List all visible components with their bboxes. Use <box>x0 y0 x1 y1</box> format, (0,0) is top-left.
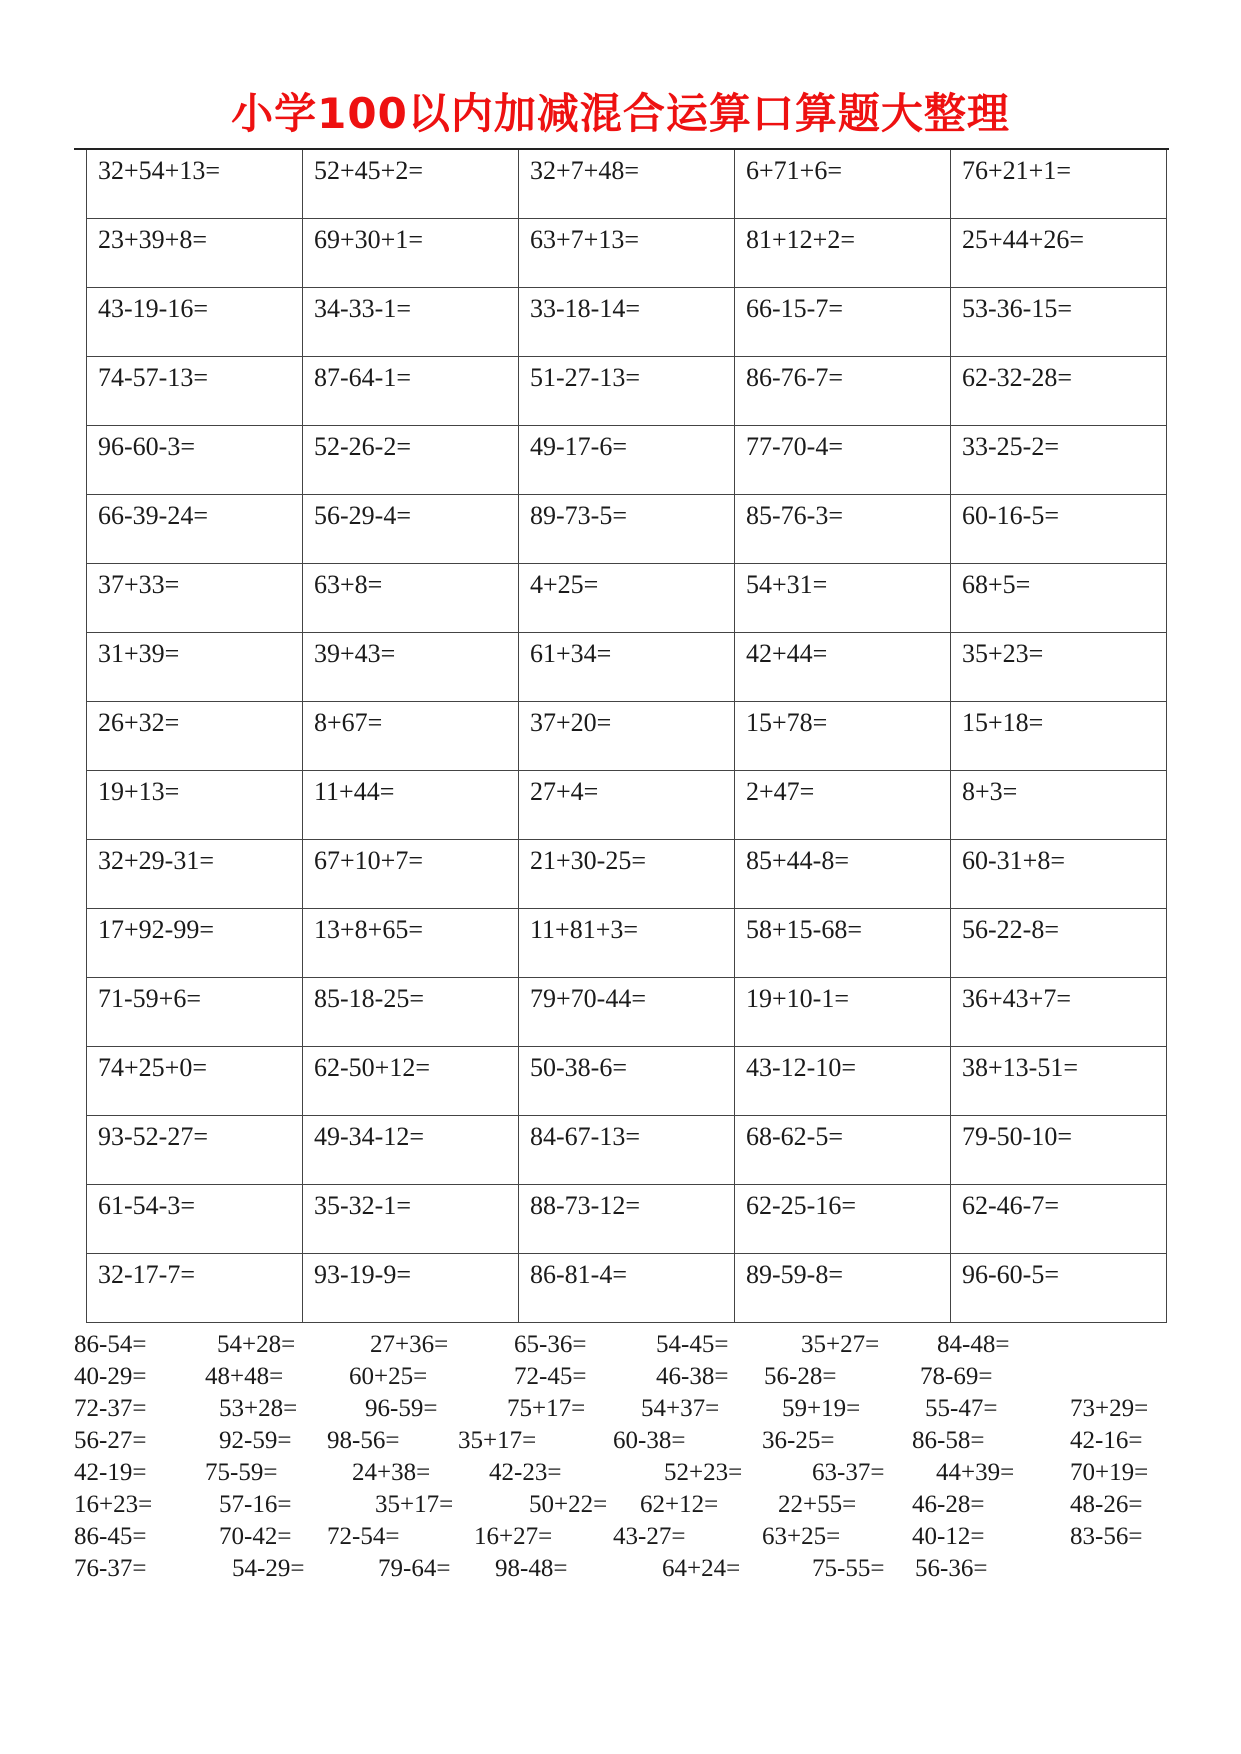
table-row <box>87 1185 1167 1254</box>
list-row <box>74 1394 1164 1426</box>
problem-cell: 79+70-44= <box>519 978 735 1047</box>
problem-cell: 66-15-7= <box>735 288 951 357</box>
problem-cell: 96-60-3= <box>87 426 303 495</box>
list-item: 57-16= <box>219 1491 292 1518</box>
problem-cell: 61-54-3= <box>87 1185 303 1254</box>
problem-cell: 62-46-7= <box>951 1185 1167 1254</box>
problem-cell: 37+33= <box>87 564 303 633</box>
problem-cell: 52+45+2= <box>303 150 519 219</box>
page-title: 小学100以内加减混合运算口算题大整理 <box>231 89 1010 138</box>
problem-cell: 56-29-4= <box>303 495 519 564</box>
table-row <box>87 564 1167 633</box>
table-row <box>87 288 1167 357</box>
problem-cell: 89-73-5= <box>519 495 735 564</box>
problem-cell: 32-17-7= <box>87 1254 303 1323</box>
problem-cell: 23+39+8= <box>87 219 303 288</box>
problem-cell: 21+30-25= <box>519 840 735 909</box>
table-row <box>87 840 1167 909</box>
list-item: 52+23= <box>664 1459 743 1486</box>
problem-cell: 34-33-1= <box>303 288 519 357</box>
table-row <box>87 1116 1167 1185</box>
problem-cell: 32+54+13= <box>87 150 303 219</box>
list-item: 54-29= <box>232 1555 305 1582</box>
list-item: 84-48= <box>937 1331 1010 1358</box>
list-item: 83-56= <box>1070 1523 1143 1550</box>
problem-cell: 50-38-6= <box>519 1047 735 1116</box>
problem-cell: 86-81-4= <box>519 1254 735 1323</box>
list-item: 60+25= <box>349 1363 428 1390</box>
problem-cell: 6+71+6= <box>735 150 951 219</box>
list-item: 96-59= <box>365 1395 438 1422</box>
list-item: 54+37= <box>641 1395 720 1422</box>
list-item: 79-64= <box>378 1555 451 1582</box>
problem-cell: 93-19-9= <box>303 1254 519 1323</box>
list-item: 43-27= <box>613 1523 686 1550</box>
list-row <box>74 1426 1164 1458</box>
problem-cell: 63+8= <box>303 564 519 633</box>
list-item: 46-38= <box>656 1363 729 1390</box>
problem-table <box>86 150 1167 1323</box>
list-item: 75-59= <box>205 1459 278 1486</box>
problem-cell: 62-25-16= <box>735 1185 951 1254</box>
problem-cell: 71-59+6= <box>87 978 303 1047</box>
problem-cell: 25+44+26= <box>951 219 1167 288</box>
list-item: 42-23= <box>489 1459 562 1486</box>
problem-cell: 49-34-12= <box>303 1116 519 1185</box>
list-item: 75-55= <box>812 1555 885 1582</box>
problem-cell: 81+12+2= <box>735 219 951 288</box>
list-item: 72-45= <box>514 1363 587 1390</box>
table-row <box>87 357 1167 426</box>
list-item: 86-45= <box>74 1523 147 1550</box>
list-item: 27+36= <box>370 1331 449 1358</box>
problem-cell: 31+39= <box>87 633 303 702</box>
problem-cell: 19+13= <box>87 771 303 840</box>
list-item: 24+38= <box>352 1459 431 1486</box>
list-item: 54-45= <box>656 1331 729 1358</box>
problem-cell: 62-50+12= <box>303 1047 519 1116</box>
list-item: 60-38= <box>613 1427 686 1454</box>
problem-cell: 43-19-16= <box>87 288 303 357</box>
list-item: 64+24= <box>662 1555 741 1582</box>
problem-cell: 33-25-2= <box>951 426 1167 495</box>
list-item: 59+19= <box>782 1395 861 1422</box>
list-item: 35+17= <box>375 1491 454 1518</box>
list-item: 78-69= <box>920 1363 993 1390</box>
list-item: 35+27= <box>801 1331 880 1358</box>
table-row <box>87 771 1167 840</box>
list-item: 72-37= <box>74 1395 147 1422</box>
list-row <box>74 1522 1164 1554</box>
list-item: 56-27= <box>74 1427 147 1454</box>
problem-cell: 15+78= <box>735 702 951 771</box>
list-item: 22+55= <box>778 1491 857 1518</box>
problem-cell: 4+25= <box>519 564 735 633</box>
table-row <box>87 909 1167 978</box>
list-item: 35+17= <box>458 1427 537 1454</box>
list-row <box>74 1554 1164 1586</box>
problem-cell: 13+8+65= <box>303 909 519 978</box>
list-item: 70-42= <box>219 1523 292 1550</box>
list-item: 40-29= <box>74 1363 147 1390</box>
table-row <box>87 1047 1167 1116</box>
problem-cell: 49-17-6= <box>519 426 735 495</box>
problem-cell: 88-73-12= <box>519 1185 735 1254</box>
problem-cell: 68+5= <box>951 564 1167 633</box>
list-item: 86-54= <box>74 1331 147 1358</box>
problem-cell: 32+29-31= <box>87 840 303 909</box>
table-row <box>87 426 1167 495</box>
problem-cell: 58+15-68= <box>735 909 951 978</box>
problem-cell: 11+44= <box>303 771 519 840</box>
problem-cell: 33-18-14= <box>519 288 735 357</box>
problem-cell: 56-22-8= <box>951 909 1167 978</box>
problem-cell: 35+23= <box>951 633 1167 702</box>
problem-cell: 68-62-5= <box>735 1116 951 1185</box>
problem-cell: 74+25+0= <box>87 1047 303 1116</box>
list-item: 50+22= <box>529 1491 608 1518</box>
problem-cell: 61+34= <box>519 633 735 702</box>
problem-cell: 42+44= <box>735 633 951 702</box>
problem-cell: 39+43= <box>303 633 519 702</box>
problem-cell: 8+3= <box>951 771 1167 840</box>
list-item: 55-47= <box>925 1395 998 1422</box>
problem-cell: 53-36-15= <box>951 288 1167 357</box>
problem-cell: 85+44-8= <box>735 840 951 909</box>
problem-cell: 84-67-13= <box>519 1116 735 1185</box>
list-item: 42-16= <box>1070 1427 1143 1454</box>
problem-cell: 19+10-1= <box>735 978 951 1047</box>
list-row <box>74 1330 1164 1362</box>
problem-cell: 89-59-8= <box>735 1254 951 1323</box>
problem-cell: 66-39-24= <box>87 495 303 564</box>
problem-cell: 85-18-25= <box>303 978 519 1047</box>
list-item: 46-28= <box>912 1491 985 1518</box>
list-row <box>74 1458 1164 1490</box>
problem-cell: 27+4= <box>519 771 735 840</box>
problem-cell: 85-76-3= <box>735 495 951 564</box>
problem-cell: 2+47= <box>735 771 951 840</box>
problem-cell: 15+18= <box>951 702 1167 771</box>
list-item: 62+12= <box>640 1491 719 1518</box>
table-row <box>87 633 1167 702</box>
list-item: 40-12= <box>912 1523 985 1550</box>
problem-cell: 38+13-51= <box>951 1047 1167 1116</box>
problem-cell: 60-16-5= <box>951 495 1167 564</box>
list-item: 48+48= <box>205 1363 284 1390</box>
list-item: 76-37= <box>74 1555 147 1582</box>
list-item: 53+28= <box>219 1395 298 1422</box>
problem-cell: 74-57-13= <box>87 357 303 426</box>
problem-cell: 77-70-4= <box>735 426 951 495</box>
problem-cell: 36+43+7= <box>951 978 1167 1047</box>
list-item: 36-25= <box>762 1427 835 1454</box>
list-item: 56-36= <box>915 1555 988 1582</box>
list-row <box>74 1490 1164 1522</box>
list-item: 42-19= <box>74 1459 147 1486</box>
list-item: 92-59= <box>219 1427 292 1454</box>
list-item: 86-58= <box>912 1427 985 1454</box>
list-row <box>74 1362 1164 1394</box>
list-item: 48-26= <box>1070 1491 1143 1518</box>
table-row <box>87 702 1167 771</box>
problem-cell: 67+10+7= <box>303 840 519 909</box>
list-item: 54+28= <box>217 1331 296 1358</box>
problem-cell: 96-60-5= <box>951 1254 1167 1323</box>
problem-cell: 32+7+48= <box>519 150 735 219</box>
list-item: 72-54= <box>327 1523 400 1550</box>
problem-cell: 17+92-99= <box>87 909 303 978</box>
problem-cell: 35-32-1= <box>303 1185 519 1254</box>
problem-list <box>74 1330 1164 1600</box>
problem-cell: 8+67= <box>303 702 519 771</box>
table-row <box>87 150 1167 219</box>
list-item: 63-37= <box>812 1459 885 1486</box>
table-row <box>87 219 1167 288</box>
problem-cell: 62-32-28= <box>951 357 1167 426</box>
problem-cell: 51-27-13= <box>519 357 735 426</box>
problem-cell: 86-76-7= <box>735 357 951 426</box>
list-item: 16+27= <box>474 1523 553 1550</box>
problem-cell: 76+21+1= <box>951 150 1167 219</box>
table-row <box>87 1254 1167 1323</box>
problem-cell: 26+32= <box>87 702 303 771</box>
list-item: 98-48= <box>495 1555 568 1582</box>
list-item: 16+23= <box>74 1491 153 1518</box>
problem-cell: 87-64-1= <box>303 357 519 426</box>
list-item: 63+25= <box>762 1523 841 1550</box>
problem-cell: 60-31+8= <box>951 840 1167 909</box>
list-item: 56-28= <box>764 1363 837 1390</box>
list-item: 70+19= <box>1070 1459 1149 1486</box>
table-row <box>87 495 1167 564</box>
problem-cell: 69+30+1= <box>303 219 519 288</box>
list-item: 73+29= <box>1070 1395 1149 1422</box>
problem-cell: 11+81+3= <box>519 909 735 978</box>
problem-cell: 37+20= <box>519 702 735 771</box>
problem-cell: 54+31= <box>735 564 951 633</box>
list-item: 75+17= <box>507 1395 586 1422</box>
problem-cell: 63+7+13= <box>519 219 735 288</box>
problem-cell: 79-50-10= <box>951 1116 1167 1185</box>
problem-cell: 43-12-10= <box>735 1047 951 1116</box>
list-item: 44+39= <box>936 1459 1015 1486</box>
problem-cell: 52-26-2= <box>303 426 519 495</box>
problem-cell: 93-52-27= <box>87 1116 303 1185</box>
table-row <box>87 978 1167 1047</box>
list-item: 65-36= <box>514 1331 587 1358</box>
list-item: 98-56= <box>327 1427 400 1454</box>
